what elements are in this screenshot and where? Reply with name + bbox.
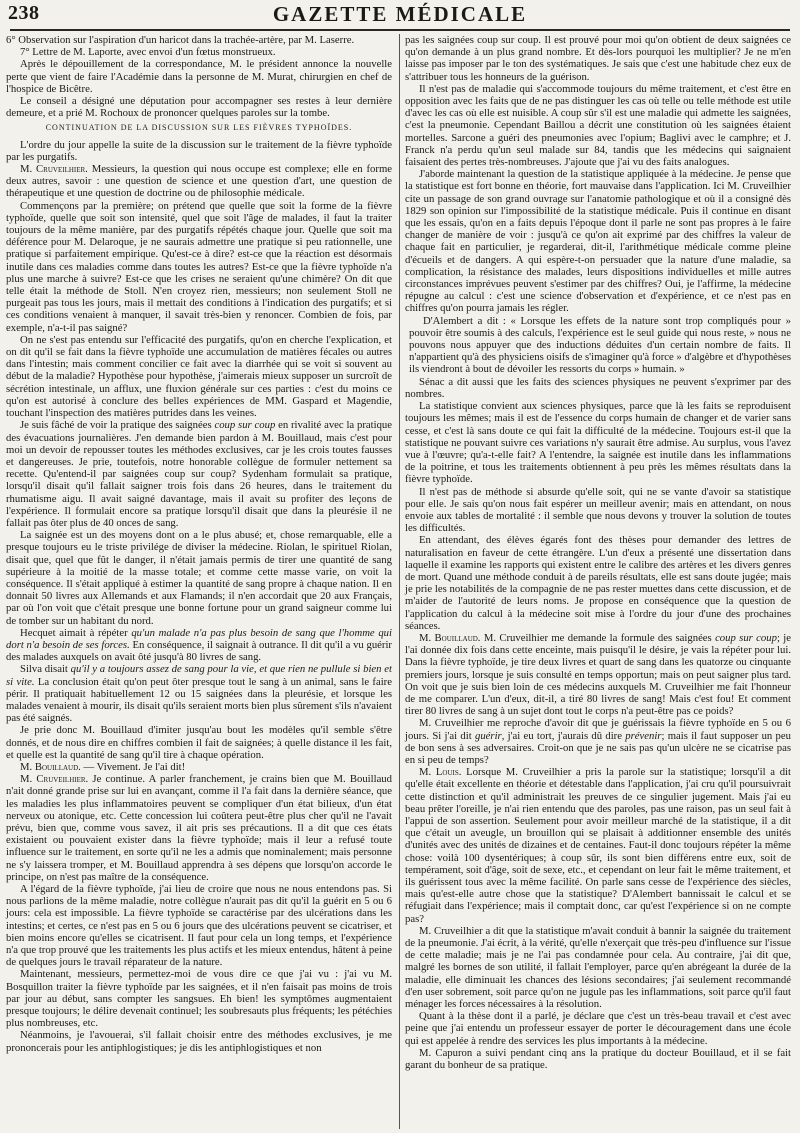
text-run: M. Cruveilhier me reproche d'avoir dit que je guérissais la fièvre typhoïde en 5 ou 6 jours. Si j'ai dit — [405, 717, 791, 742]
speaker-name: M. Cruveilhier. — [20, 773, 89, 786]
paragraph: La saignée est un des moyens dont on a le plus abusé; et, chose remarquable, elle a presque toujours eu le triste privilége de diviser la médecine. Riolan, le spirituel Riolan, disait que, quel que fût le danger, il n'était jamais permis de tirer une quantité de sang supérieure à la moitié de la masse totale; et comme cette masse varie, on voit la conséquence. Il s'était appliqué à estimer la quantité de sang propre à chaque nation. Il en donnait 50 livres aux Allemands et aux Flamands; il n'en accordait que 20 aux Français, par où l'on voit que c'était presque une bonne fortune pour un grand saigneur comme lui de tomber sur un habitant du nord. — [6, 529, 392, 627]
right-column — [405, 34, 791, 1071]
page-number: 238 — [8, 2, 40, 24]
paragraph: Quant à la thèse dont il a parlé, je déclare que c'est un très-beau travail et c'est avec peine que j'ai entendu un professeur essayer de porter le découragement dans une école qui est appelée à rendre des services les plus importants à la médecine. — [405, 1010, 791, 1047]
text-run: La conclusion était qu'on peut ôter presque tout le sang à un animal, sans le faire périr. Il pratiquait habituellement 12 ou 15 saignées dans la pleurésie, et lorsque les malades venaient à mourir, ils disait qu'ils seraient morts bien plus sûrement s'ils n'avaient pas été saignés. — [6, 675, 392, 725]
speech-text: Messieurs, la question qui nous occupe est complexe; elle en forme deux autres, savoir : une question de science et une question d'art, une question de thérapeutique et une question de doctrine ou de philosophie médicale. — [6, 163, 393, 200]
paragraph: 6° Observation sur l'aspiration d'un haricot dans la trachée-artère, par M. Laserre. — [6, 34, 355, 46]
text-run: , j'ai eu tort, j'aurais dû dire — [501, 729, 626, 742]
left-column — [6, 34, 392, 1054]
italic-text: prévenir — [625, 729, 662, 742]
paragraph: 7° Lettre de M. Laporte, avec envoi d'un fœtus monstrueux. — [20, 46, 276, 59]
paragraph: Sénac a dit aussi que les faits des sciences physiques ne peuvent s'exprimer par des nombres. — [405, 375, 791, 400]
paragraph — [6, 627, 392, 664]
italic-text: qu'un malade n'a pas plus besoin de sang que l'homme qui dort n'a besoin de ses forces. — [6, 626, 392, 651]
paragraph: Il n'est pas de méthode si absurde qu'elle soit, qui ne se vante d'avoir sa statistique pour elle. Je sais qu'on nous fait espérer un meilleur avenir; mais en attendant, on nous envoie aux tables de mortalité : il semble que nous devons y trouver la solution de toutes les difficultés. — [405, 485, 791, 535]
paragraph: On ne s'est pas entendu sur l'efficacité des purgatifs, qu'on en cherche l'explication, et on dit qu'il se fait dans la fièvre typhoïde une accumulation de matières fécales ou autres dans l'intestin; mais comment concilier ce fait avec la diarrhée qui se voit si souvent au début de la maladie? Hypothèse pour hypothèse, j'aimerais mieux supposer un surcroît de sécrétion intestinale, un afflux, une fluxion générale sur ces parties : c'est du moins ce qu'on est autorisé à conclure des belles expériences de MM. Gaspard et Magendie, touchant l'inspection des matières putrides dans les veines. — [6, 333, 392, 420]
paragraph: Il n'est pas de maladie qui s'accommode toujours du même traitement, et c'est être en opposition avec les faits que de ne pas distinguer les cas où telle ou telle méthode est utile d'avec les cas où elle est nuisible. A coup sûr s'il est une maladie qui admette les saignées, c'est la pneumonie. Cependant Baillou a décrit une constitution où les saignées étaient mortelles. Sarcone a guéri des pneumonies avec l'opium; Baglivi avec le camphre; et J. Franck n'a perdu qu'un seul malade sur 84, tandis que les médecins qui saignaient faisaient des pertes très-nombreuses. J'ajoute que j'ai vu des faits analogues. — [405, 82, 791, 169]
text-run: ; je l'ai donnée dix fois dans cette enceinte, mais puisqu'il le désire, je vais la répéter pour lui. Dans la fièvre typhoïde, je tire deux livres et quart de sang dans les quatorze ou cinquante premiers jours, lorsque je suis consulté en temps opportun; mais on peut saigner plus tard. On voit que je suis bien loin de ces médecins auxquels M. Cruveilhier me fait l'honneur de me comparer. L'un d'eux, dit-il, a tiré 80 livres de sang! Mais c'est fou! Et comment tirer 80 livres de sang à un sujet dont tout le corps n'a peut-être pas ce poids? — [405, 631, 791, 718]
section-heading: CONTINUATION DE LA DISCUSSION SUR LES FIÈVRES TYPHOÏDES. — [45, 123, 353, 133]
text-run: En conséquence, il saignait à outrance. Il dit qu'il a vu guérir des malades auxquels on avait ôté jusqu'à 80 livres de sang. — [6, 638, 392, 664]
paragraph — [6, 761, 392, 773]
column-divider — [399, 34, 400, 1129]
speaker-name: M. Bouillaud. — [20, 760, 81, 773]
paragraph — [6, 419, 392, 529]
paragraph — [6, 773, 392, 883]
text-run: Je suis fâché de voir la pratique des saignées — [20, 419, 215, 432]
page-title: GAZETTE MÉDICALE — [272, 2, 528, 26]
paragraph — [405, 632, 791, 717]
paragraph: L'ordre du jour appelle la suite de la discussion sur le traitement de la fièvre typhoïde par les purgatifs. — [6, 138, 392, 163]
paragraph: Néanmoins, je l'avouerai, s'il fallait choisir entre des méthodes exclusives, je me prononcerais pour les antiphlogistiques; je dis les antiphlogistiques et non — [6, 1029, 392, 1054]
speaker-name: M. Louis. — [419, 766, 462, 779]
paragraph: M. Capuron a suivi pendant cinq ans la pratique du docteur Bouillaud, et il se fait garant du bonheur de sa pratique. — [405, 1046, 791, 1072]
italic-text: guérir — [474, 729, 502, 742]
paragraph — [6, 163, 392, 200]
text-run: Hecquet aimait à répéter — [20, 626, 132, 639]
italic-text: coup sur coup — [715, 631, 777, 644]
paragraph — [405, 717, 791, 766]
page-header — [8, 2, 792, 28]
paragraph: Maintenant, messieurs, permettez-moi de vous dire ce que j'ai vu : j'ai vu M. Bosquillon traiter la fièvre typhoïde par les saignées, et il n'en faisait pas moins de trois par jour au début, sans compter les sangsues. Eh bien! les symptômes augmentaient presque toujours; le délire devenait continuel; les soubresauts plus fréquents; les pétéchies plus nombreuses, etc. — [6, 968, 392, 1030]
speech-text: Je continue. A parler franchement, je crains bien que M. Bouillaud n'ait donné grande prise sur lui en avançant, comme il l'a fait dans la dernière séance, que les maladies les plus inflammatoires peuvent se compliquer d'un état bilieux, d'un état nerveux ou atonique, etc. Cette concession lui coûtera peut-être plus cher qu'il ne l'avait prévu, bien que, comme vous savez, il ait pris ses précautions. Il a dit que ces états existaient ou pouvaient exister dans la fièvre typhoïde; mais il leur a refusé toute influence sur le traitement, en sorte qu'il ne les a admis que nominalement; mais personne ne s'y laissera tromper, et M. Bouillaud apprendra à ses dépens que lorsqu'on accorde le principe, on n'est pas maître de la conséquence. — [6, 773, 392, 883]
speaker-name: M. Cruveilhier. — [20, 163, 88, 176]
text-run: ; mais il faut supposer un peu de bon sens à ses adversaires. Croit-on que je ne sais pas qu'un ulcère ne se cicatrise pas en si peu de temps? — [405, 729, 791, 766]
paragraph: Je prie donc M. Bouillaud d'imiter jusqu'au bout les modèles qu'il semble s'être donnés, et de nous dire en chiffres combien il fait de saignées; à quelle distance il les fait, et quelle est la quantité de sang qu'il tire à chaque opération. — [6, 724, 392, 761]
paragraph: J'aborde maintenant la question de la statistique appliquée à la médecine. Je pense que la statistique est fort bonne en théorie, fort mauvaise dans l'application. Ici M. Cruveilhier cite un passage de son grand ouvrage sur l'anatomie pathologique et où il a consigné dès 1829 son opinion sur l'impossibilité de la statistique médicale. Puis il continue en disant que les essais, qu'on en a faits depuis l'époque dont il parle ne sont pas propres à le faire changer de manière de voir : jusqu'à ce qu'on ait exprimé par des chiffres la valeur de chaque fait en particulier, je regarderai, dit-il, l'arithmétique médicale comme pleine d'écueils et de dangers. A qui espère-t-on persuader que la nature d'une maladie, sa complication, la résistance des malades, leurs dispositions individuelles et mille autres circonstances imprévues peuvent s'estimer par des chiffres? Oui, je l'affirme, la médecine répugne au calcul : c'est une science d'observation et d'expérience, et ce n'est pas en chiffres qu'on pourra jamais les régler. — [405, 168, 791, 315]
italic-text: coup sur coup — [214, 419, 276, 432]
text-run: en rivalité avec la pratique des évacuations journalières. J'en demande bien pardon à M. Bouillaud, mais c'est pour moi un devoir de repousser toutes les méthodes exclusives, car je les crois toutes fausses et dangereuses. Je prie, toutefois, notre honorable collègue de formuler nettement sa recette. Qu'entend-il par saignées coup sur coup? Sydenham formulait sa pratique, lorsqu'il disait qu'il fallait saigner trois fois dans 26 heures, dans le traitement du rhumatisme aigu. Il avait saigné davantage, mais il avait su profiter des leçons de l'expérience. Il formulait encore sa pratique lorsqu'il disait que dans la pleurésie il ne fallait pas ôter plus de 40 onces de sang. — [6, 419, 393, 529]
text-run: Silva disait — [20, 663, 71, 676]
paragraph: Après le dépouillement de la correspondance, M. le président annonce la nouvelle perte que vient de faire l'Académie dans la personne de M. Murat, chirurgien en chef de l'hospice de Bicêtre. — [6, 58, 392, 95]
header-rule — [10, 29, 790, 31]
paragraph: Le conseil a désigné une députation pour accompagner ses restes à leur dernière demeure, et a prié M. Rochoux de prononcer quelques paroles sur la tombe. — [6, 95, 392, 120]
paragraph: pas les saignées coup sur coup. Il est prouvé pour moi qu'on obtient de deux saignées ce qu'on demande à un plus grand nombre. Et dès-lors pourquoi les multiplier? Je ne m'en laisse pas imposer par le ton des systématiques. Je sais que c'est une habitude chez eux de s'attribuer tous les honneurs de la guérison. — [405, 34, 791, 83]
speech-text: — Vivement. Je l'ai dit! — [80, 760, 186, 773]
text-run: M. Cruveilhier me demande la formule des saignées — [480, 631, 716, 644]
quotation: D'Alembert a dit : « Lorsque les effets de la nature sont trop compliqués pour » pouvoir être soumis à des calculs, l'expérience est le seul guide qui nous reste, » nous ne pouvons nous appuyer que des inductions déduites d'un certain nombre de faits. Il n'appartient qu'à des physiciens oisifs de s'imaginer qu'à force » d'algèbre et d'hypothèses ils viendront à bout de dévoiler les ressorts du corps » humain. » — [409, 314, 791, 376]
speech-text: Lorsque M. Cruveilhier a pris la parole sur la statistique; lorsqu'il a dit qu'elle était excellente en théorie et détestable dans l'application, j'ai cru qu'il poursuivrait cette distinction et qu'il administrait les preuves de ce singulier jugement. Mais j'ai eu beau prêter l'oreille, je n'ai rien entendu que des paroles, pas une raison, pas un seul fait à l'appui de son assertion. Seulement pour avoir meilleur marché de la statistique, il a dit que c'était un aveugle, un brouillon qui se plaisait à additionner ensemble des unités d'unités avec des unités de dizaines et de centaines. Faut-il donc toujours répéter la même chose: voilà 100 dysentériques; à coup sûr, ils sont bien différens entre eux, soit de tempérament, soit d'âge, soit de sexe, etc., et cependant on leur fait le même traitement, et ils guérissent tous avec la même facilité. On parle sans cesse de l'expérience des siècles, mais qu'est-elle autre chose que la statistique? D'Alembert bannissait le calcul et se réfugiait dans l'expérience; mais il comptait donc, car qu'est l'expérience si on ne compte pas? — [405, 766, 791, 925]
italic-text: qu'il y a toujours assez de sang pour la vie, et que rien ne pullule si bien et si vite. — [6, 663, 392, 688]
paragraph: M. Cruveilhier a dit que la statistique m'avait conduit à bannir la saignée du traitement de la pneumonie. J'ai écrit, à la vérité, qu'elle n'exerçait que très-peu d'influence sur l'issue de cette maladie; mais je ne l'ai pas condamnée pour cela. Au contraire, j'ai dit que, malgré les bornes de son utilité, il fallait l'employer, parce qu'en abrégeant la durée de la maladie, elle diminuait les chances des lésions secondaires; j'ai seulement recommandé d'en user sobrement, soit parce qu'on ne jugule pas les inflammations, soit parce qu'il faut ménager les forces nécessaires à la résolution. — [405, 924, 791, 1011]
paragraph: En attendant, des élèves égarés font des thèses pour demander des lettres de naturalisation en faveur de cette étrangère. L'un d'eux a présenté une dissertation dans laquelle il examine les rapports qui existent entre le calibre des artères et les divers genres de mort. Quand une méthode conduit à de pareils résultats, elle est sans doute jugée; mais je prie les notabilités de la compagnie de ne pas rester muettes dans cette discussion, et de m'aider de l'autorité de leurs noms. Je propose en conséquence que la question de l'application du calcul à la médecine soit mise à l'ordre du jour d'une des prochaines séances. — [405, 534, 791, 632]
paragraph: A l'égard de la fièvre typhoïde, j'ai lieu de croire que nous ne nous entendons pas. Si nous parlions de la même maladie, notre collègue n'aurait pas dit qu'il la guérit en 5 ou 6 jours: cela est impossible. La fièvre typhoïde se caractérise par des ulcérations dans les intestins; et certes, ce n'est pas en 5 ou 6 jours que des ulcérations peuvent se cicatriser, et bien moins encore qu'elles se cicatrisent. Il faut pour cela un long temps, et l'expérience n'a que trop prouvé que les traitements les plus actifs et les mieux entendus, hâtent à peine de quelques jours le travail réparateur de la nature. — [6, 883, 392, 969]
paragraph: Commençons par la première; on prétend que quelle que soit la forme de la fièvre typhoïde, quelle que soit son intensité, quel que soit l'âge de malades, il faut la traiter toujours de la même manière, par des purgatifs répétés chaque jour. Quelle que soit ma déférence pour M. Delaroque, je ne saurais admettre une pratique si peu rationnelle, une pratique si parfaitement empirique. Qu'est-ce à dire? est-ce que la réaction est désormais inutile dans ces maladies comme dans toutes les autres? Est-ce que la fièvre typhoïde n'a plus une marche à suivre? Est-ce que les crises ne seraient qu'une chimère? On dit que telle était la méthode de Stoll. N'en croyez rien, messieurs; non seulement Stoll ne purgeait pas tous les jours, mais il mettait des conditions à l'indication des purgatifs; et si ces conditions venaient à manquer, il savait très-bien y renoncer. Combien de fois, par exemple, n'a-t-il pas saigné? — [6, 199, 392, 334]
paragraph — [6, 663, 392, 724]
paragraph — [405, 766, 791, 925]
speaker-name: M. Bouillaud. — [419, 631, 481, 644]
paragraph: La statistique convient aux sciences physiques, parce que là les faits se reproduisent toujours les mêmes; mais il est de l'essence du corps humain de changer et de varier sans cesse, et c'est là sans doute ce qui fait la difficulté de la médecine. Toujours est-il que la statistique ne pouvant suivre ces variations n'y saurait être admise. Au surplus, vous l'avez vue à l'œuvre; qu'a-t-elle fait? A l'entendre, la saignée est inutile dans les inflammations de la poitrine, et tous les traitements obtiennent à peu près les mêmes résultats dans la fièvre typhoïde. — [405, 400, 791, 486]
